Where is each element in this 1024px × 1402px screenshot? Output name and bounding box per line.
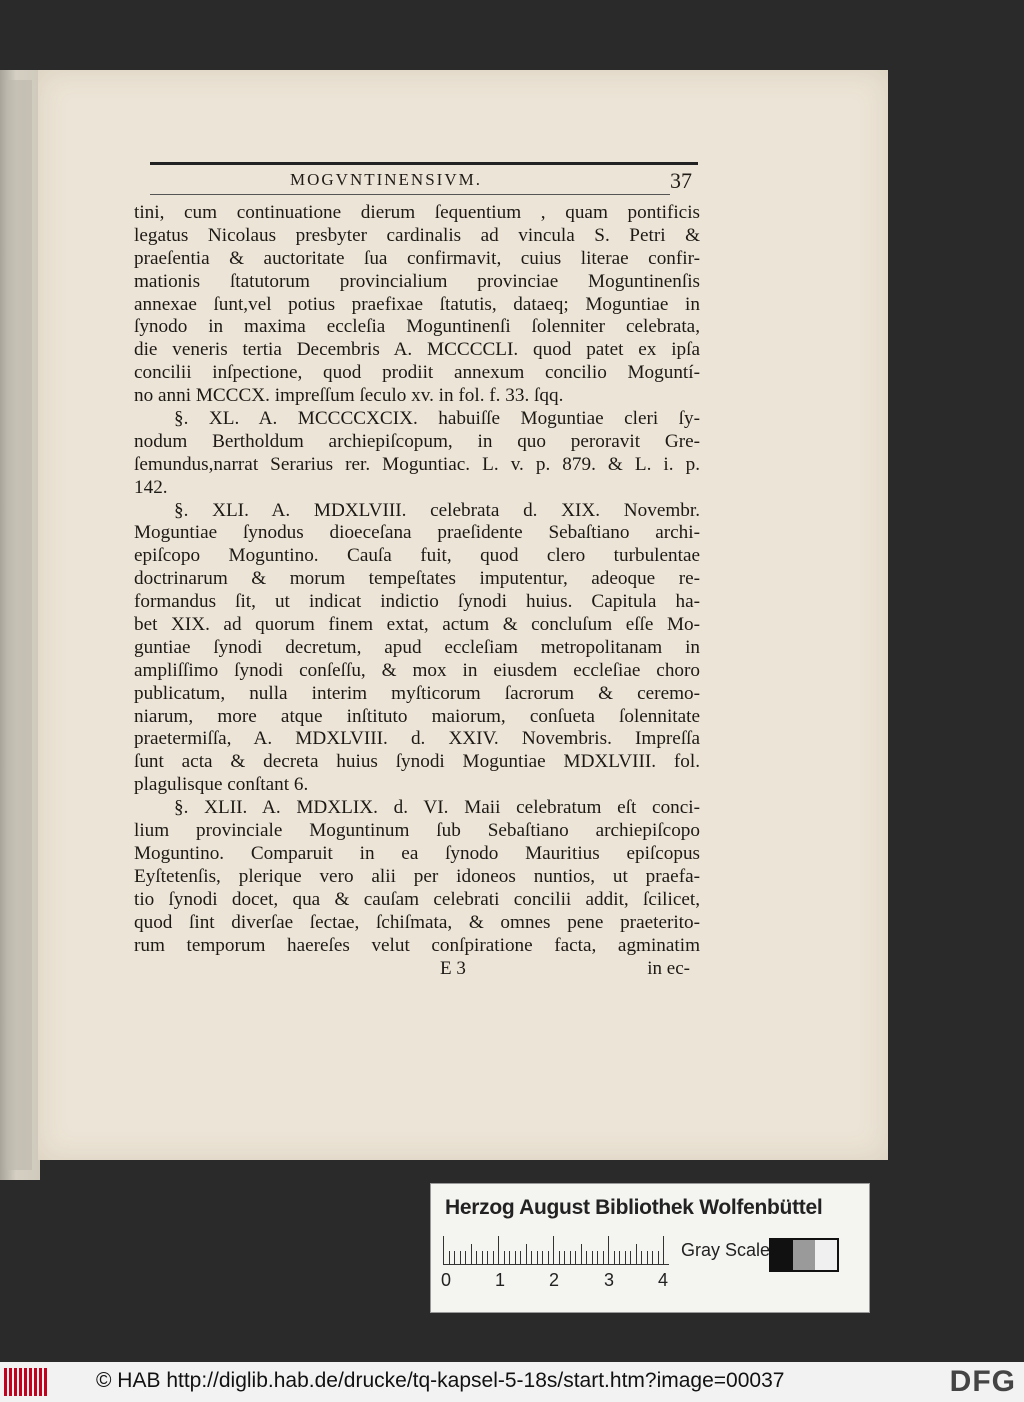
scale-number: 2 [549,1270,560,1290]
body-text [134,202,700,957]
text-line: epiſcopo Moguntino. Cauſa fuit, quod clero turbulentae [134,545,700,567]
scale-tick [630,1251,631,1264]
text-line: no anni MCCCX. impreſſum ſeculo xv. in fol. f. 33. ſqq. [134,385,564,407]
text-line: plagulisque conſtant 6. [134,774,309,796]
logo-bar [19,1368,22,1396]
text-line: tini, cum continuatione dierum ſequentium , quam pontificis [134,202,700,223]
text-line: bet XIX. ad quorum finem extat, actum & concluſum eſſe Mo- [134,614,700,636]
text-line: §. XLII. A. MDXLIX. d. VI. Maii celebratum eſt conci- [174,797,700,819]
scale-tick [487,1251,488,1264]
scale-tick [592,1251,593,1264]
text-line: nodum Bertholdum archiepiſcopum, in quo peroravit Gre- [134,430,700,452]
scale-tick [509,1251,510,1264]
scale-baseline [443,1264,669,1265]
scale-tick [608,1236,609,1264]
text-line: quod ſint diverſae ſectae, ſchiſmata, & omnes pene praeterito- [134,911,700,933]
library-label-card [430,1183,870,1313]
scale-tick [515,1251,516,1264]
scale-number: 3 [604,1270,615,1290]
page-footer-line [134,958,700,982]
hab-logo-icon [4,1368,48,1396]
text-line: praeſentia & auctoritate ſua confirmavit, cuius literae confir- [134,247,700,269]
gray-swatch [815,1240,837,1270]
text-line: §. XL. A. MCCCCXCIX. habuiſſe Moguntiae cleri ſy- [174,408,700,430]
logo-bar [29,1368,32,1396]
scale-tick [449,1251,450,1264]
scale-tick [581,1244,582,1264]
text-line: die veneris tertia Decembris A. MCCCCLI. quod patet ex ipſa [134,339,700,361]
measurement-scale [443,1236,669,1264]
scale-tick [636,1244,637,1264]
header-underline [150,194,670,195]
logo-bar [14,1368,17,1396]
text-line: concilii inſpectione, quod prodiit annexum concilio Moguntí- [134,362,700,384]
scale-tick [614,1251,615,1264]
facing-page-shadow [6,80,32,1170]
scale-tick [575,1251,576,1264]
scale-tick [537,1251,538,1264]
text-line: §. XLI. A. MDXLVIII. celebrata d. XIX. Novembr. [174,499,700,521]
text-line: annexae ſunt,vel potius praefixae ſtatutis, dataeq; Moguntiae in [134,293,700,315]
scale-tick [652,1251,653,1264]
text-line: ampliſſimo ſynodi conſeſſu, & mox in eiusdem eccleſiae choro [134,659,700,681]
header-rule [150,162,698,165]
scale-tick [504,1251,505,1264]
text-line: Moguntiae ſynodus dioeceſana praeſidente Sebaſtiano archi- [134,522,700,544]
text-line: publicatum, nulla interim myſticorum ſacrorum & ceremo- [134,682,700,704]
text-line: ſemundus,narrat Serarius rer. Moguntiac. L. v. p. 879. & L. i. p. [134,453,700,475]
text-line: formandus ſit, ut indicat indictio ſynodi huius. Capitula ha- [134,591,700,613]
scale-tick [603,1251,604,1264]
text-line: ſunt acta & decreta huius ſynodi Moguntiae MDXLVIII. fol. [134,751,700,773]
text-line: guntiae ſynodi decretum, apud eccleſiam metropolitanam in [134,636,700,658]
scale-tick [663,1236,664,1264]
text-line: legatus Nicolaus presbyter cardinalis ad vincula S. Petri & [134,224,700,246]
scale-number: 4 [658,1270,669,1290]
scale-tick [482,1251,483,1264]
scale-tick [465,1251,466,1264]
logo-bar [44,1368,47,1396]
logo-bar [9,1368,12,1396]
logo-bar [24,1368,27,1396]
text-line: tio ſynodi docet, qua & cauſam celebrati concilii addit, ſcilicet, [134,888,700,910]
scale-tick [570,1251,571,1264]
running-head: MOGVNTINENSIVM. [290,170,482,189]
scale-tick [619,1251,620,1264]
scale-tick [647,1251,648,1264]
text-line: ſynodo in maxima eccleſia Moguntinenſi ſolenniter celebrata, [134,316,700,338]
scale-tick [586,1251,587,1264]
footer-permalink[interactable]: © HAB http://diglib.hab.de/drucke/tq-kapsel-5-18s/start.htm?image=00037 [96,1369,785,1392]
text-line: 142. [134,476,168,498]
scale-tick [658,1251,659,1264]
catchword: in ec- [647,958,690,979]
scale-number: 1 [495,1270,506,1290]
text-line: niarum, more atque inſtituto maiorum, conſueta ſolennitate [134,705,700,727]
scale-tick [553,1236,554,1264]
scale-number: 0 [441,1270,452,1290]
library-name: Herzog August Bibliothek Wolfenbüttel [445,1196,823,1219]
scale-tick [625,1251,626,1264]
scale-tick [597,1251,598,1264]
scale-tick [564,1251,565,1264]
logo-bar [4,1368,7,1396]
scale-tick [498,1236,499,1264]
gray-swatch [793,1240,815,1270]
scale-tick [476,1251,477,1264]
scale-tick [460,1251,461,1264]
logo-bar [39,1368,42,1396]
scale-tick [548,1251,549,1264]
text-line: Moguntino. Comparuit in ea ſynodo Mauritius epiſcopus [134,842,700,864]
text-line: mationis ſtatutorum provincialium provinciae Moguntinenſis [134,270,700,292]
gray-scale-swatches [769,1238,839,1272]
text-line: lium provinciale Moguntinum ſub Sebaſtiano archiepiſcopo [134,820,700,842]
scale-tick [542,1251,543,1264]
text-line: doctrinarum & morum tempeſtates imputentur, adeoque re- [134,568,700,590]
scale-tick [443,1236,444,1264]
scale-tick [526,1244,527,1264]
footer-bar [0,1362,1024,1402]
gray-scale-label: Gray Scale [681,1240,771,1260]
logo-bar [34,1368,37,1396]
text-line: rum temporum haereſes velut conſpiratione facta, agminatim [134,934,700,956]
scale-tick [520,1251,521,1264]
page-number: 37 [670,168,692,193]
scale-tick [641,1251,642,1264]
scale-tick [531,1251,532,1264]
text-line: praetermiſſa, A. MDXLVIII. d. XXIV. Novembris. Impreſſa [134,728,700,750]
scale-tick [454,1251,455,1264]
text-line: Eyſtetenſis, plerique vero alii per idoneos nuntios, ut praefa- [134,865,700,887]
scale-tick [471,1244,472,1264]
signature-mark: E 3 [440,958,466,979]
dfg-logo: DFG [949,1365,1016,1398]
scale-tick [559,1251,560,1264]
scale-tick [493,1251,494,1264]
gray-swatch [771,1240,793,1270]
